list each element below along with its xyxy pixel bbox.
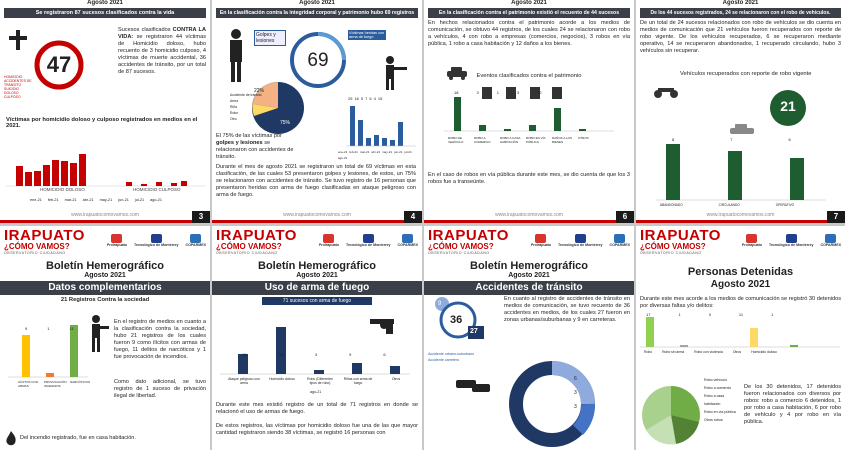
page-4: [212, 0, 422, 223]
section-header: Accidentes de tránsito: [424, 281, 634, 295]
gun-person-icon: [88, 314, 110, 354]
crash-icon: [454, 372, 494, 398]
section-bar: En la clasificación contra el patrimonio existió el recuento de 44 sucesos: [428, 8, 630, 18]
homicide-count: 47: [46, 52, 72, 77]
pie-legend: Accidente de tránsito Arma Riña Robo Otro: [230, 93, 262, 121]
summary-text: Sucesos clasificados CONTRA LA VIDA: se registraron 44 víctimas de Homicidio doloso, hubo recuento de 3 homicidio culposo, 4 víctimas de muerte accidental, 36 accidentes de tránsito, por un total de 87 sucesos.: [118, 27, 206, 75]
page-6: [424, 0, 634, 223]
golpes-caption: El 75% de las víctimas por golpes y lesiones se relacionaron con accidentes de tránsito.: [216, 133, 294, 160]
footer: www.irapuatocomovamos.com 4: [212, 211, 422, 223]
sponsor-logos: ProIrapuato Tecnológico de Monterrey COPARMEX: [531, 234, 630, 247]
recovered-count: 21: [780, 98, 796, 114]
accident-legend: Accidente urbano-suburbano Accidente carretero: [428, 352, 475, 362]
cat-labels: Robo Robo sin arma Robo con violencia Otros Homicidio doloso: [644, 350, 777, 354]
footer: www.irapuatocomovamos.com 3: [0, 211, 210, 223]
patrimonio-chart: [444, 96, 614, 132]
month-label: Agosto 2021: [299, 0, 335, 6]
chart-title: Eventos clasificados contra el patrimonio: [476, 73, 582, 79]
intro-text: En hechos relacionados contra el patrimonio acorde a los medios de comunicación, se obtuvo 44 registros, de los cuales 24 se relacionaron con robo a vehículos, 4 con robo a empresas (comercios, negocios), 3 robos en vía pública, 1 robo a casa habitación y 12 daños a los bienes.: [428, 20, 630, 47]
sponsor-logos: ProIrapuato Tecnológico de Monterrey COPARMEX: [107, 234, 206, 247]
brand-logo: IRAPUATO ¿CÓMO VAMOS? OBSERVATORIO CIUDADANO: [640, 227, 721, 255]
series-legend: ene-21 feb-21 mar-21 abr-21 may-21 jun-21 jul-21 ago-21: [338, 150, 412, 160]
section-month: Agosto 2021: [710, 279, 771, 290]
cat-labels: ILÍCITOS CON ARMAS PROVOCACIÓN INCENDIOS NARCÓTICOS: [18, 380, 91, 388]
vehicle-icons: [650, 84, 760, 144]
bar-values: 17 1 0 11 1: [646, 312, 774, 317]
person-icon: [226, 28, 246, 84]
section-bar: En la clasificación contra la integridad corporal y patrimonio hubo 69 registros: [216, 8, 418, 18]
bar-values: 25 16 5 7 5 4 15: [348, 96, 383, 101]
brand-logo: IRAPUATO ¿CÓMO VAMOS? OBSERVATORIO CIUDADANO: [4, 227, 85, 255]
section-bar: De los 44 sucesos registrados, 24 se relacionaron con el robo de vehículos.: [640, 8, 841, 18]
series-legend: ago-21: [310, 390, 322, 394]
armas-chart: [220, 324, 410, 376]
section-header: Datos complementarios: [0, 281, 210, 295]
page-detenidas: [636, 226, 845, 450]
bulletin-title: Boletín Hemerográfico: [258, 260, 376, 272]
subtitle: 21 Registros Contra la sociedad: [60, 297, 150, 303]
robo-pie: [640, 384, 702, 446]
legend: HOMICIDIO ACCIDENTES DE TRÁNSITO SUICIDIO DOLOSO CULPOSO: [4, 75, 32, 99]
page-7: [636, 0, 845, 223]
intro-text: De un total de 24 sucesos relacionados con robo de vehículos se dio cuenta en medios de comunicación que 21 vehículos fueron recuperados con reporte de robo vigente. De los vehículos recuperados, 6 se recuperaron mediante operativo, 14 se recuperaron abandonados, 1 recuperado circulando, hubo 3 vehículos sin recuperar.: [640, 20, 841, 54]
section-bar: Se registraron 87 sucesos clasificados contra la vida: [4, 8, 206, 18]
bulletin-month: Agosto 2021: [508, 272, 550, 279]
recovered-chart: [656, 136, 826, 201]
bulletin-month: Agosto 2021: [296, 272, 338, 279]
intro-text: Durante este mes acorde a los medios de comunicación se registró 30 detenidos por diversas faltas y/o delitos:: [640, 296, 841, 309]
bulletin-title: Boletín Hemerográfico: [470, 260, 588, 272]
body-text-2: De estos registros, las víctimas por homicidio doloso fue una de las que mayor cantidad registraron siendo 38 víctimas, se registró 16 personas con: [216, 423, 418, 436]
golpes-label: Golpes y lesiones: [254, 30, 286, 46]
shooting-label: Víctimas heridas con arma de fuego: [349, 31, 385, 39]
brand-logo: IRAPUATO ¿CÓMO VAMOS? OBSERVATORIO CIUDADANO: [428, 227, 509, 255]
pie-label-22: 22%: [254, 88, 265, 94]
bottom-text: En el caso de robos en vía pública durante este mes, se dio cuenta de que los 3 robos fue a transeúnte.: [428, 172, 630, 185]
body-text: Durante este mes existió registro de un total de 71 registros en donde se relacionó el uso de armas de fuego.: [216, 402, 418, 415]
section-title: Personas Detenidas: [687, 266, 794, 278]
bar-values: 16 38 3 9 6: [242, 352, 386, 357]
body-text: En cuanto al registro de accidentes de tránsito en medios de comunicación, se tuvo recuento de 36 accidentes en medios, de los cuales 27 fueron en zonas urbanas/suburbanas y 9 en carreteras.: [504, 296, 630, 323]
bulletin-month: Agosto 2021: [84, 272, 126, 279]
body-text: En el registro de medios en cuanto a la clasificación contra la sociedad, hubo 21 registros de los cuales fueron 9 como ilícitos con armas de fuego, 11 delitos de narcóticos y 1 fue provocación de incendios.: [114, 319, 206, 360]
page-armas: [212, 226, 422, 450]
cat-labels: ABANDONADO CIRCULANDO OPERATIVO: [660, 203, 795, 207]
month-label: Agosto 2021: [722, 0, 759, 6]
count-36: 36: [450, 314, 463, 326]
page-3: [0, 0, 210, 223]
page-transito: [424, 226, 634, 450]
body-text: De los 30 detenidos, 17 detenidos fueron relacionados con diversos por robos: robo a comercio 6 detenidos, 1 por robo a casa habitación, 6 por robo de vehículo y 4 por robo en vía pública.: [744, 384, 841, 425]
count-27: 27: [470, 328, 478, 335]
count-9: 9: [438, 301, 442, 307]
detenidos-chart: [640, 316, 840, 348]
bulletin-title: Boletín Hemerográfico: [46, 260, 164, 272]
pie-label-75: 75%: [280, 120, 291, 126]
month-label: Agosto 2021: [511, 0, 547, 6]
chart-title: Víctimas por homicidio doloso y culposo registrados en medios en el 2021.: [6, 117, 198, 129]
fire-icon: [4, 430, 18, 446]
pie-legend: Robo vehículo Robo a comercio Robo a casa habitación Robo en vía pública Otros robos: [704, 378, 736, 422]
series-legend: ene-21 feb-21 mar-21 abr-21 may-21 jun-21 jul-21 ago-21: [30, 198, 162, 202]
sponsor-logos: ProIrapuato Tecnológico de Monterrey COPARMEX: [319, 234, 418, 247]
cat-culposo: HOMICIDIO CULPOSO: [133, 187, 181, 192]
bar-values: 9 1 11: [25, 326, 74, 331]
brand-logo: IRAPUATO ¿CÓMO VAMOS? OBSERVATORIO CIUDADANO: [216, 227, 297, 255]
month-label: Agosto 2021: [87, 0, 123, 6]
page-sociedad: [0, 226, 210, 450]
injury-count: 69: [307, 50, 329, 71]
section-header: Uso de arma de fuego: [212, 281, 422, 295]
gunman-icon: [380, 55, 412, 91]
fire-note: Del incendio registrado, fue en casa habitación.: [20, 435, 136, 441]
body-text: Durante el mes de agosto 2021 se registraron un total de 69 víctimas en esta clasificación, de las cuales 53 presentaron golpes y lesiones, de estos, un 75% se relacionaron con accidentes de tránsito. Se tuvo registro de 16 personas que presentaron heridas con arma de fuego clasificadas en ataque peligroso con arma de fuego.: [216, 164, 416, 198]
body-text-2: Como dato adicional, se tuvo registro de 1 suceso de privación ilegal de libertad.: [114, 379, 206, 399]
accident-donut: [506, 358, 598, 450]
bar-values: 8 7 6: [672, 137, 791, 142]
chart-title: Vehículos recuperados con reporte de robo vigente: [680, 71, 812, 77]
cat-labels: ROBO DE VEHÍCULO ROBO A COMERCIO ROBO A CASA HABITACIÓN ROBO EN VÍA PÚBLICA DAÑOS A LOS BIENES OTROS: [448, 136, 589, 144]
subtitle: 71 sucesos con arma de fuego: [262, 297, 372, 305]
cat-doloso: HOMICIDIO DOLOSO: [40, 187, 85, 192]
footer: www.irapuatocomovamos.com 6: [424, 211, 634, 223]
footer: www.irapuatocomovamos.com 7: [636, 211, 845, 223]
bar-values: 18 3 1 3 12 1: [454, 90, 562, 95]
car-icon: [446, 66, 468, 80]
shooting-chart: [336, 96, 420, 154]
donut-values: 6 3 3: [574, 376, 577, 410]
sponsor-logos: ProIrapuato Tecnológico de Monterrey COPARMEX: [742, 234, 841, 247]
cat-labels: Ataque peligroso con arma Homicidio doloso Robo (Diferentes tipos de robo) Riñas con arma de fuego Otros: [228, 377, 401, 385]
